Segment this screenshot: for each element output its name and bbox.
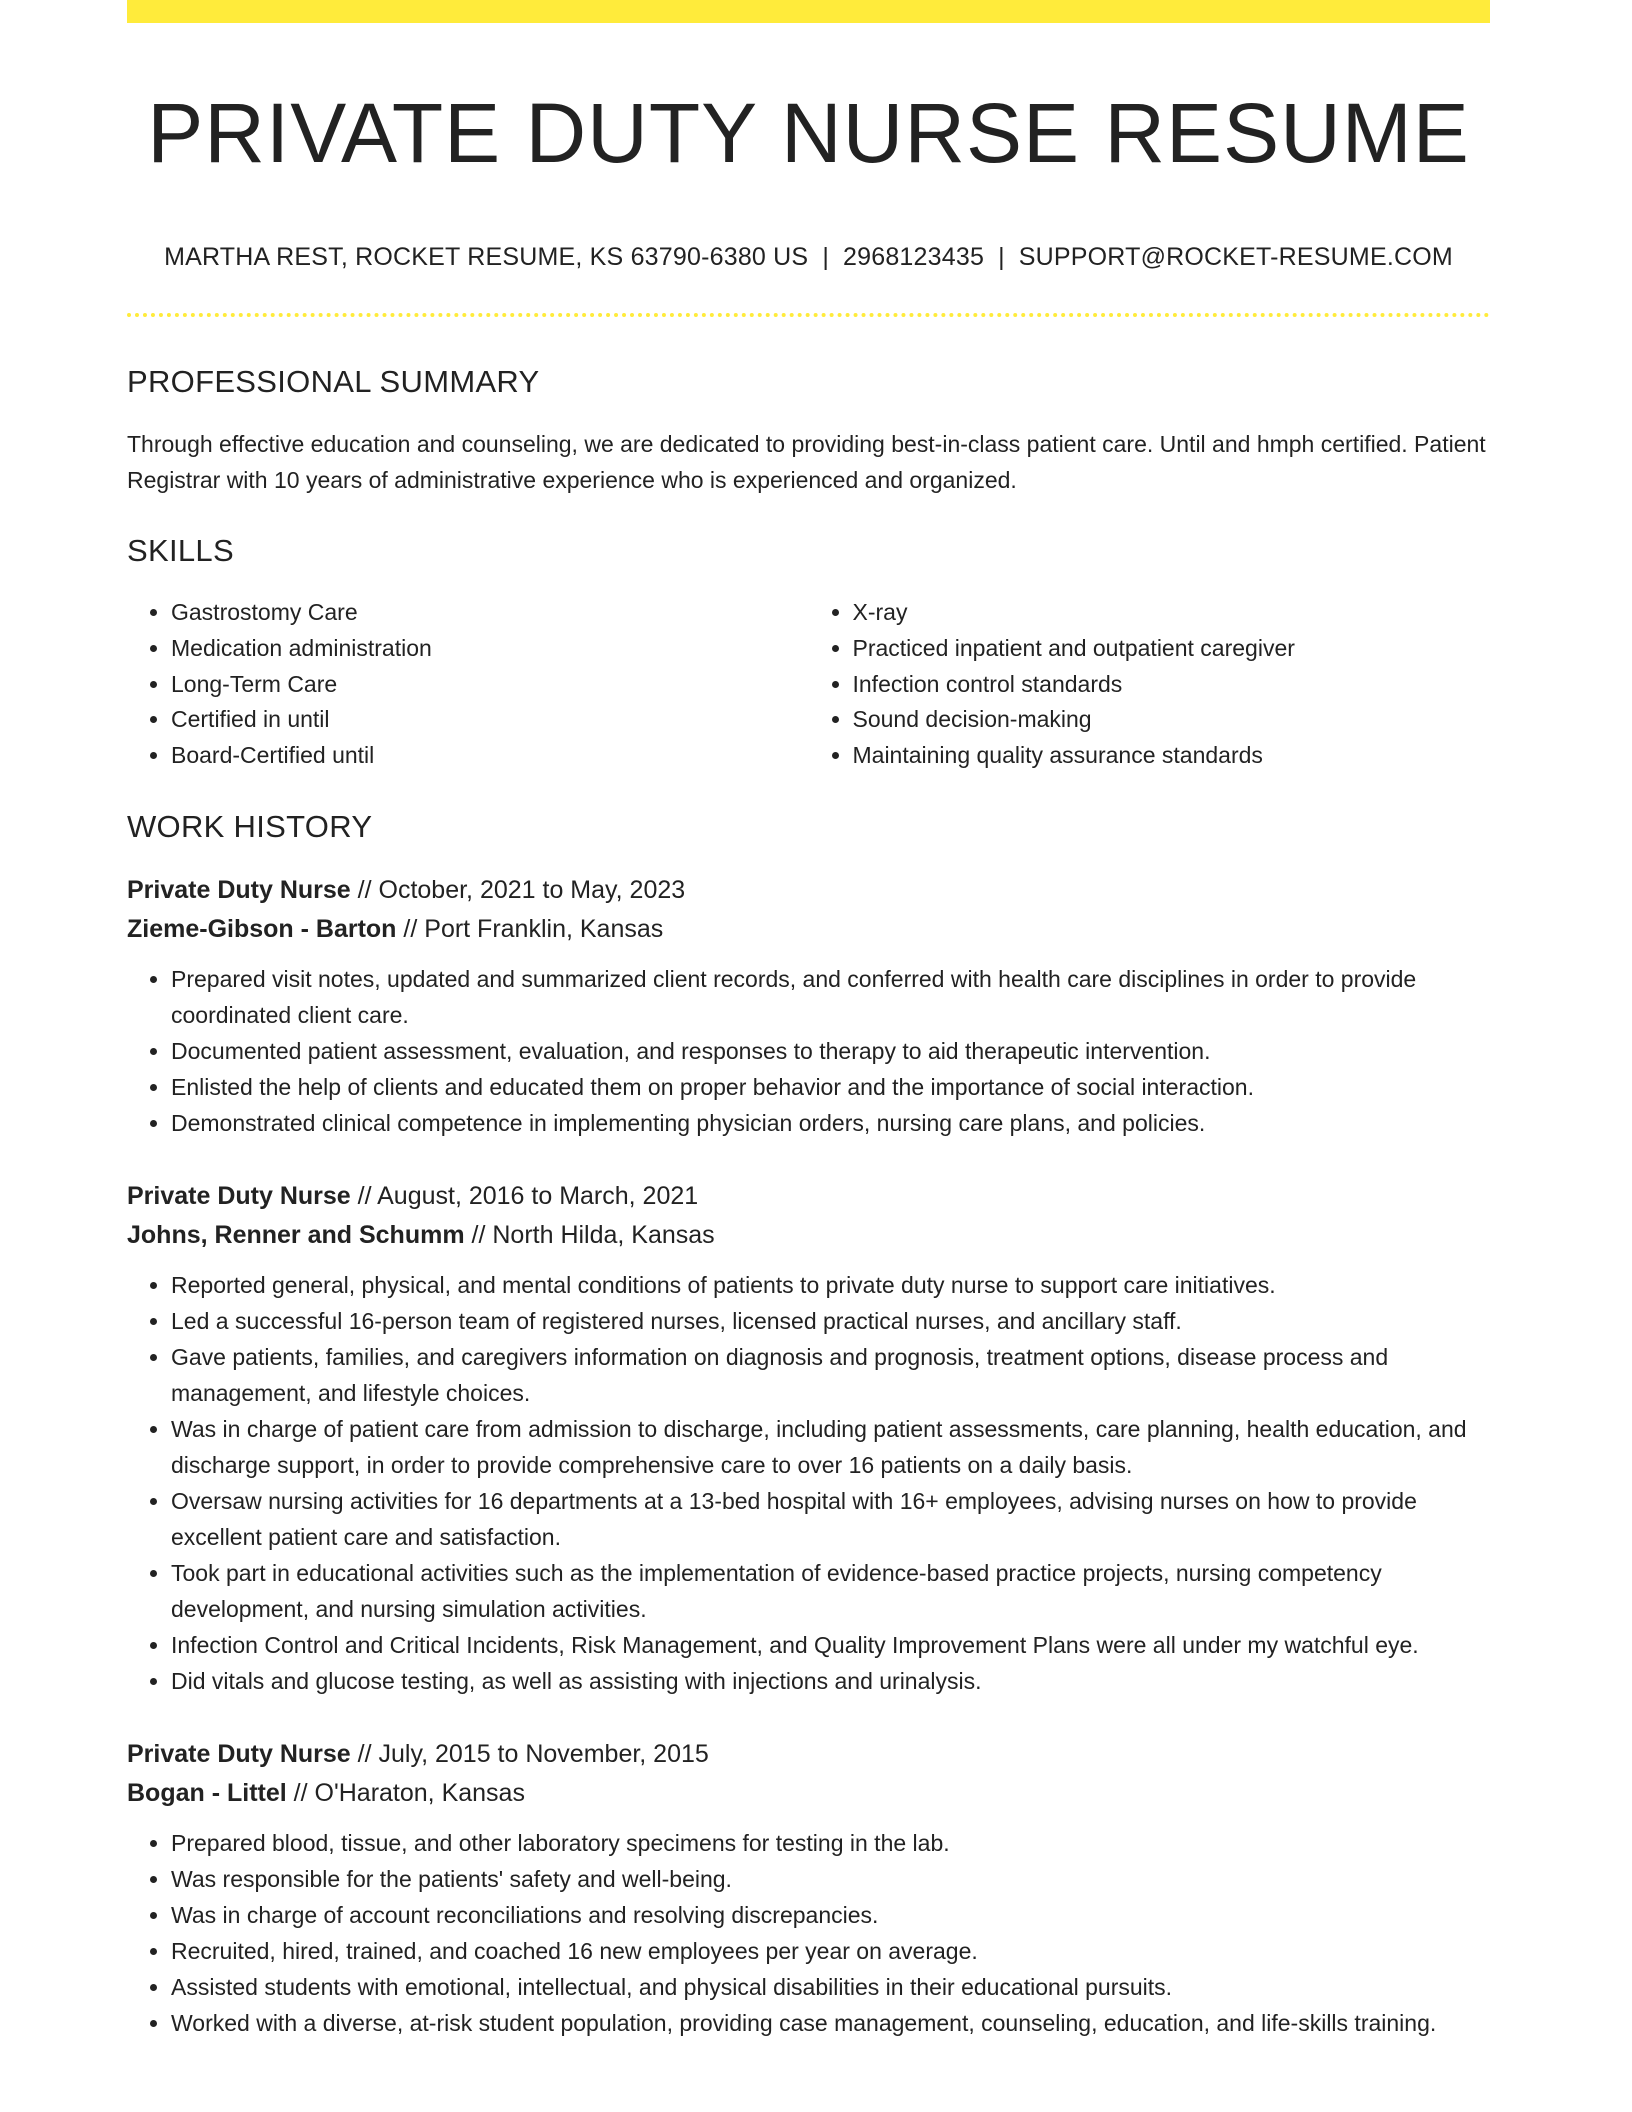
job-dates: July, 2015 to November, 2015 — [378, 1739, 709, 1768]
work-history-heading: WORK HISTORY — [127, 808, 373, 844]
job-bullet: • Worked with a diverse, at-risk student population, providing case management, counseling, education, and life-skills training. — [171, 2005, 1490, 2041]
contact-address: MARTHA REST, ROCKET RESUME, KS 63790-6380 US — [164, 242, 809, 271]
skill-item: • Long-Term Care — [171, 667, 809, 703]
job-bullet: • Prepared blood, tissue, and other laboratory specimens for testing in the lab. — [171, 1825, 1490, 1861]
job-location: O'Haraton, Kansas — [314, 1778, 525, 1807]
job-title: Private Duty Nurse — [127, 1181, 351, 1210]
contact-separator: | — [998, 242, 1005, 271]
contact-email: SUPPORT@ROCKET-RESUME.COM — [1018, 242, 1453, 271]
job-bullet: • Infection Control and Critical Incidents, Risk Management, and Quality Improvement Plans were all under my watchful eye. — [171, 1627, 1490, 1663]
skills-grid — [127, 595, 1490, 774]
job-bullet: • Took part in educational activities such as the implementation of evidence-based practice projects, nursing competency development, and nursing simulation activities. — [171, 1555, 1490, 1627]
page-title: PRIVATE DUTY NURSE RESUME — [147, 86, 1470, 180]
job-bullets — [127, 1825, 1490, 2041]
job-bullet: • Reported general, physical, and mental conditions of patients to private duty nurse to support care initiatives. — [171, 1267, 1490, 1303]
skill-item: • Gastrostomy Care — [171, 595, 809, 631]
skill-item: • Practiced inpatient and outpatient caregiver — [853, 631, 1491, 667]
job-separator: // — [350, 875, 379, 904]
job-bullet: • Oversaw nursing activities for 16 departments at a 13-bed hospital with 16+ employees, advising nurses on how to provide excellent patient care and satisfaction. — [171, 1483, 1490, 1555]
contact-line — [127, 242, 1490, 272]
skill-item: • Sound decision-making — [853, 702, 1491, 738]
job-company-line — [127, 1774, 1490, 1813]
job-dates: October, 2021 to May, 2023 — [378, 875, 686, 904]
header-divider — [127, 313, 1490, 317]
skill-item: • X-ray — [853, 595, 1491, 631]
skill-item: • Infection control standards — [853, 667, 1491, 703]
job-entry — [127, 1735, 1490, 2041]
skill-item: • Board-Certified until — [171, 738, 809, 774]
job-bullet: • Was in charge of patient care from admission to discharge, including patient assessments, care planning, health education, and discharge support, in order to provide comprehensive care to over 16 patients on a daily basis. — [171, 1411, 1490, 1483]
job-bullet: • Prepared visit notes, updated and summarized client records, and conferred with health care disciplines in order to provide coordinated client care. — [171, 961, 1490, 1033]
job-bullet: • Was in charge of account reconciliations and resolving discrepancies. — [171, 1897, 1490, 1933]
job-bullet: • Assisted students with emotional, intellectual, and physical disabilities in their educational pursuits. — [171, 1969, 1490, 2005]
job-title: Private Duty Nurse — [127, 875, 351, 904]
job-company: Bogan - Littel — [127, 1778, 287, 1807]
job-dates: August, 2016 to March, 2021 — [377, 1181, 699, 1210]
skills-list-right — [809, 595, 1491, 774]
job-title-line — [127, 1177, 1490, 1216]
job-title-line — [127, 1735, 1490, 1774]
contact-separator: | — [822, 242, 830, 271]
job-bullet: • Recruited, hired, trained, and coached 16 new employees per year on average. — [171, 1933, 1490, 1969]
accent-bar — [127, 0, 1490, 23]
job-location: Port Franklin, Kansas — [424, 914, 664, 943]
summary-text: Through effective education and counseling, we are dedicated to providing best-in-class patient care. Until and hmph certified. Patient Registrar with 10 years of administrative experience who is experienced and organized. — [127, 430, 1486, 493]
job-company-line — [127, 910, 1490, 949]
job-title: Private Duty Nurse — [127, 1739, 351, 1768]
summary-heading: PROFESSIONAL SUMMARY — [127, 363, 540, 399]
resume-page — [127, 0, 1490, 2041]
job-separator: // — [464, 1220, 493, 1249]
job-bullet: • Led a successful 16-person team of registered nurses, licensed practical nurses, and ancillary staff. — [171, 1303, 1490, 1339]
skills-list-left — [127, 595, 809, 774]
job-entry — [127, 1177, 1490, 1699]
job-separator: // — [396, 914, 425, 943]
job-bullet: • Was responsible for the patients' safety and well-being. — [171, 1861, 1490, 1897]
skill-item: • Medication administration — [171, 631, 809, 667]
job-company: Zieme-Gibson - Barton — [127, 914, 397, 943]
job-bullet: • Did vitals and glucose testing, as well as assisting with injections and urinalysis. — [171, 1663, 1490, 1699]
job-separator: // — [350, 1739, 379, 1768]
job-bullets — [127, 961, 1490, 1141]
job-separator: // — [286, 1778, 315, 1807]
skill-item: • Maintaining quality assurance standards — [853, 738, 1491, 774]
job-bullet: • Documented patient assessment, evaluation, and responses to therapy to aid therapeutic intervention. — [171, 1033, 1490, 1069]
job-bullet: • Enlisted the help of clients and educated them on proper behavior and the importance of social interaction. — [171, 1069, 1490, 1105]
job-bullet: • Gave patients, families, and caregivers information on diagnosis and prognosis, treatment options, disease process and management, and lifestyle choices. — [171, 1339, 1490, 1411]
skill-item: • Certified in until — [171, 702, 809, 738]
job-bullets — [127, 1267, 1490, 1699]
contact-phone: 2968123435 — [843, 242, 985, 271]
job-company: Johns, Renner and Schumm — [127, 1220, 465, 1249]
job-entry — [127, 871, 1490, 1141]
job-location: North Hilda, Kansas — [492, 1220, 715, 1249]
job-separator: // — [350, 1181, 378, 1210]
job-bullet: • Demonstrated clinical competence in implementing physician orders, nursing care plans, and policies. — [171, 1105, 1490, 1141]
job-title-line — [127, 871, 1490, 910]
job-company-line — [127, 1216, 1490, 1255]
skills-heading: SKILLS — [127, 532, 234, 568]
